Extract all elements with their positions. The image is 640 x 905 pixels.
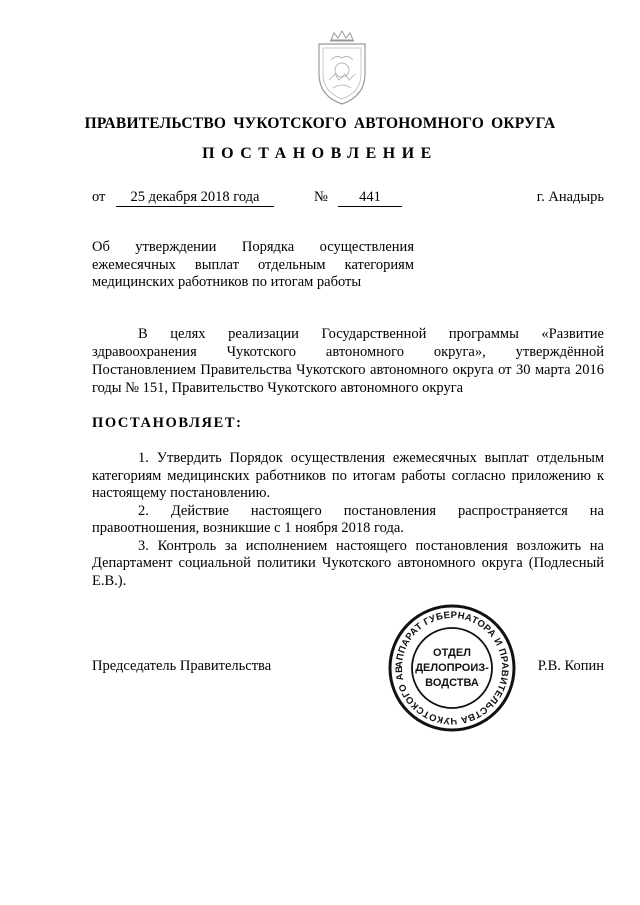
resolution-point: 3. Контроль за исполнением настоящего постановления возложить на Департамент социальной политики Чукотского автономного округа (Подлесный Е.В.). bbox=[92, 537, 604, 589]
stamp-ring-text: АППАРАТ ГУБЕРНАТОРА И ПРАВИТЕЛЬСТВА ЧУКОТСКОГО АВ bbox=[393, 609, 511, 727]
stamp-line: ВОДСТВА bbox=[425, 677, 479, 689]
stamp-graphic bbox=[384, 600, 520, 736]
date-label: от bbox=[92, 189, 106, 205]
official-stamp bbox=[384, 600, 520, 736]
resolves-heading: ПОСТАНОВЛЯЕТ: bbox=[92, 415, 243, 431]
resolution-point: 2. Действие настоящего постановления распространяется на правоотношения, возникшие с 1 ноября 2018 года. bbox=[92, 502, 604, 536]
chukotka-coat-of-arms-icon bbox=[309, 30, 375, 106]
organization-title: ПРАВИТЕЛЬСТВО ЧУКОТСКОГО АВТОНОМНОГО ОКРУГА bbox=[84, 115, 556, 132]
resolution-point: 1. Утвердить Порядок осуществления ежемесячных выплат отдельным категориям медицинских работников по итогам работы согласно приложению к настоящему постановлению. bbox=[92, 450, 604, 501]
document-number: 441 bbox=[338, 189, 402, 207]
resolution-points bbox=[92, 450, 604, 590]
document-preamble: В целях реализации Государственной программы «Развитие здравоохранения Чукотского автономного округа», утверждённой Постановлением Правительства Чукотского автономного округа от 30 марта 2016 годы № 151, Правительство Чукотского автономного округа bbox=[92, 326, 604, 396]
stamp-line: ОТДЕЛ bbox=[433, 647, 471, 659]
coat-of-arms-emblem bbox=[309, 30, 375, 106]
stamp-line: ДЕЛОПРОИЗ- bbox=[415, 662, 489, 674]
signatory-role: Председатель Правительства bbox=[92, 658, 272, 674]
number-label: № bbox=[314, 189, 328, 205]
document-date: 25 декабря 2018 года bbox=[116, 189, 274, 207]
document-meta-row bbox=[92, 189, 604, 209]
document-type-title: ПОСТАНОВЛЕНИЕ bbox=[202, 145, 438, 162]
document-city: г. Анадырь bbox=[536, 189, 604, 205]
signatory-name: Р.В. Копин bbox=[537, 658, 604, 674]
document-subject: Об утверждении Порядка осуществления ежемесячных выплат отдельным категориям медицинских работников по итогам работы bbox=[92, 239, 414, 290]
